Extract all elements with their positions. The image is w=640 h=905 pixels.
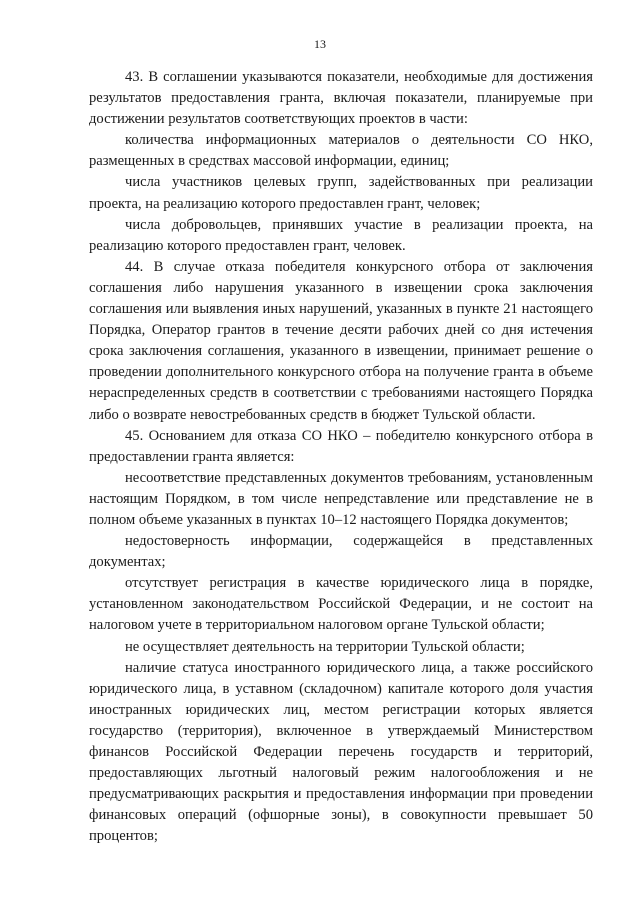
- list-item-unreliable-info: недостоверность информации, содержащейся в представленных документах;: [89, 533, 593, 571]
- document-body: [89, 67, 593, 847]
- list-item-noncompliance: несоответствие представленных документов требованиям, установленным настоящим Порядком, в том числе непредставление или представление не в полном объеме указанных в пунктах 10–12 настоящего Порядка документов;: [89, 469, 593, 528]
- list-item-no-activity: не осуществляет деятельность на территории Тульской области;: [125, 638, 525, 655]
- paragraph-45: 45. Основанием для отказа СО НКО – победителю конкурсного отбора в предоставлении гранта является:: [89, 427, 593, 465]
- list-item-no-registration: отсутствует регистрация в качестве юридического лица в порядке, установленном законодательством Российской Федерации, и не состоит на налоговом учете в территориальном налоговом органе Тульской области;: [89, 575, 593, 634]
- page-number: 13: [314, 37, 326, 51]
- list-item-foreign-status: наличие статуса иностранного юридического лица, а также российского юридического лица, в уставном (складочном) капитале которого доля участия иностранных юридических лиц, местом регистрации которых является государство (территория), включенное в утверждаемый Министерством финансов Российской Федерации перечень государств и территорий, предоставляющих льготный налоговый режим налогообложения и не предусматривающих раскрытия и предоставления информации при проведении финансовых операций (офшорные зоны), в совокупности превышает 50 процентов;: [89, 659, 593, 845]
- paragraph-43: 43. В соглашении указываются показатели, необходимые для достижения результатов предоставления гранта, включая показатели, планируемые при достижении результатов соответствующих проектов в части:: [89, 69, 593, 128]
- list-item-info-materials: количества информационных материалов о деятельности СО НКО, размещенных в средствах массовой информации, единиц;: [89, 132, 593, 170]
- paragraph-44: 44. В случае отказа победителя конкурсного отбора от заключения соглашения либо нарушения указанного в извещении срока заключения соглашения или выявления иных нарушений, указанных в пункте 21 настоящего Порядка, Оператор грантов в течение десяти рабочих дней со дня истечения срока заключения соглашения, указанного в извещении, принимает решение о проведении дополнительного конкурсного отбора на получение гранта в объеме нераспределенных средств в соответствии с требованиями настоящего Порядка либо о возврате невостребованных средств в бюджет Тульской области.: [89, 258, 593, 423]
- list-item-volunteers: числа добровольцев, принявших участие в реализации проекта, на реализацию которого предоставлен грант, человек.: [89, 216, 593, 254]
- list-item-target-groups: числа участников целевых групп, задействованных при реализации проекта, на реализацию которого предоставлен грант, человек;: [89, 174, 593, 212]
